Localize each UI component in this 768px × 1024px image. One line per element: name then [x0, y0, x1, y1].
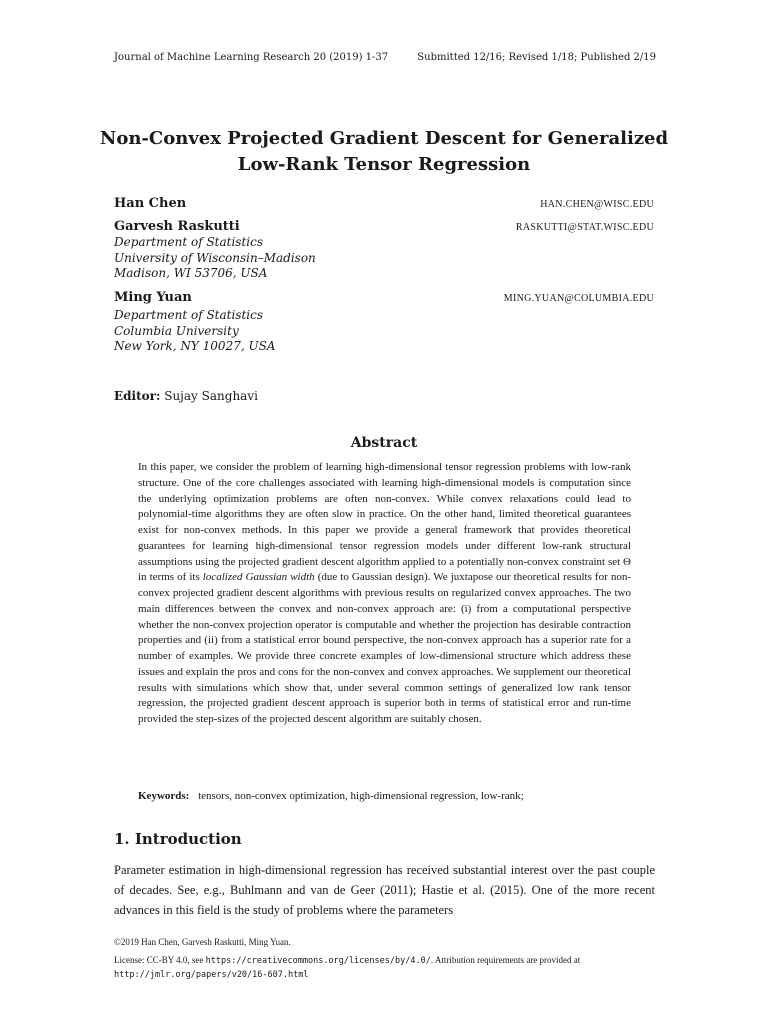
attribution-link[interactable]: http://jmlr.org/papers/v20/16-607.html	[114, 970, 309, 980]
affiliation-line: New York, NY 10027, USA	[114, 339, 276, 353]
author-affiliation	[114, 308, 275, 355]
affiliation-line: Department of Statistics	[114, 235, 263, 249]
affiliation-line: Department of Statistics	[114, 308, 263, 322]
abstract-text-part: (due to Gaussian design). We juxtapose our theoretical results for non-convex projected gradient descent algorithms with previous results on regularized convex approaches. The two main differences between the convex and non-convex approach are: (i) from a computational perspective whether the non-convex projection operator is computable and whether the projection has desirable contraction properties and (ii) from a statistical error bound perspective, the non-convex approach has a superior rate for a number of examples. We provide three concrete examples of low-dimensional structure which address these issues and explain the pros and cons for the non-convex and convex approaches. We supplement our theoretical results with simulations which show that, under several common settings of generalized low rank tensor regression, the projected gradient descent approach is superior both in terms of statistical error and run-time provided the step-sizes of the projected descent algorithm are suitably chosen.	[138, 571, 631, 725]
author-affiliation	[114, 235, 316, 282]
license-text: License: CC-BY 4.0, see	[114, 955, 206, 965]
editor-line	[114, 389, 258, 403]
author-email[interactable]: MING.YUAN@COLUMBIA.EDU	[503, 293, 654, 304]
journal-header: Journal of Machine Learning Research 20 (2019) 1-37	[114, 52, 389, 63]
abstract-italic-term: localized Gaussian width	[202, 571, 315, 584]
author-name: Ming Yuan	[114, 290, 192, 305]
affiliation-line: Madison, WI 53706, USA	[114, 266, 268, 280]
title-line-2: Low-Rank Tensor Regression	[237, 154, 531, 175]
editor-name: Sujay Sanghavi	[164, 389, 258, 403]
abstract-heading: Abstract	[350, 435, 418, 451]
editor-label: Editor:	[114, 389, 161, 403]
copyright-notice: ©2019 Han Chen, Garvesh Raskutti, Ming Yuan.	[114, 937, 291, 947]
author-email[interactable]: HAN.CHEN@WISC.EDU	[540, 199, 654, 210]
paper-title	[0, 126, 768, 178]
license-text: . Attribution requirements are provided at	[430, 955, 581, 965]
keywords-label: Keywords:	[138, 790, 190, 802]
abstract-text	[138, 460, 631, 728]
section-heading: 1. Introduction	[114, 830, 242, 848]
submission-dates: Submitted 12/16; Revised 1/18; Published 2/19	[417, 52, 656, 63]
license-link[interactable]: https://creativecommons.org/licenses/by/4.0/	[205, 956, 431, 966]
abstract-text-part: In this paper, we consider the problem of learning high-dimensional tensor regression problems with low-rank structure. One of the core challenges associated with learning high-dimensional models is computation since the underlying optimization problems are often non-convex. While convex relaxations could lead to polynomial-time algorithms they are often slow in practice. On the other hand, limited theoretical guarantees exist for non-convex methods. In this paper we provide a general framework that provides theoretical guarantees for learning high-dimensional tensor regression models under different low-rank structural assumptions using the projected gradient descent algorithm applied to a potentially non-convex constraint set Θ in terms of its	[138, 461, 631, 584]
keywords-text: tensors, non-convex optimization, high-dimensional regression, low-rank;	[198, 790, 524, 802]
author-email[interactable]: RASKUTTI@STAT.WISC.EDU	[515, 222, 654, 233]
author-name: Garvesh Raskutti	[114, 219, 240, 234]
affiliation-line: Columbia University	[114, 323, 239, 338]
keywords-line	[138, 790, 524, 802]
title-line-1: Non-Convex Projected Gradient Descent for Generalized	[99, 128, 669, 149]
author-name: Han Chen	[114, 196, 187, 211]
introduction-text: Parameter estimation in high-dimensional regression has received substantial interest over the past couple of decades. See, e.g., Buhlmann and van de Geer (2011); Hastie et al. (2015). One of the more recent advances in this field is the study of problems where the parameters	[114, 863, 655, 917]
affiliation-line: University of Wisconsin–Madison	[114, 250, 316, 265]
license-notice	[114, 954, 655, 982]
